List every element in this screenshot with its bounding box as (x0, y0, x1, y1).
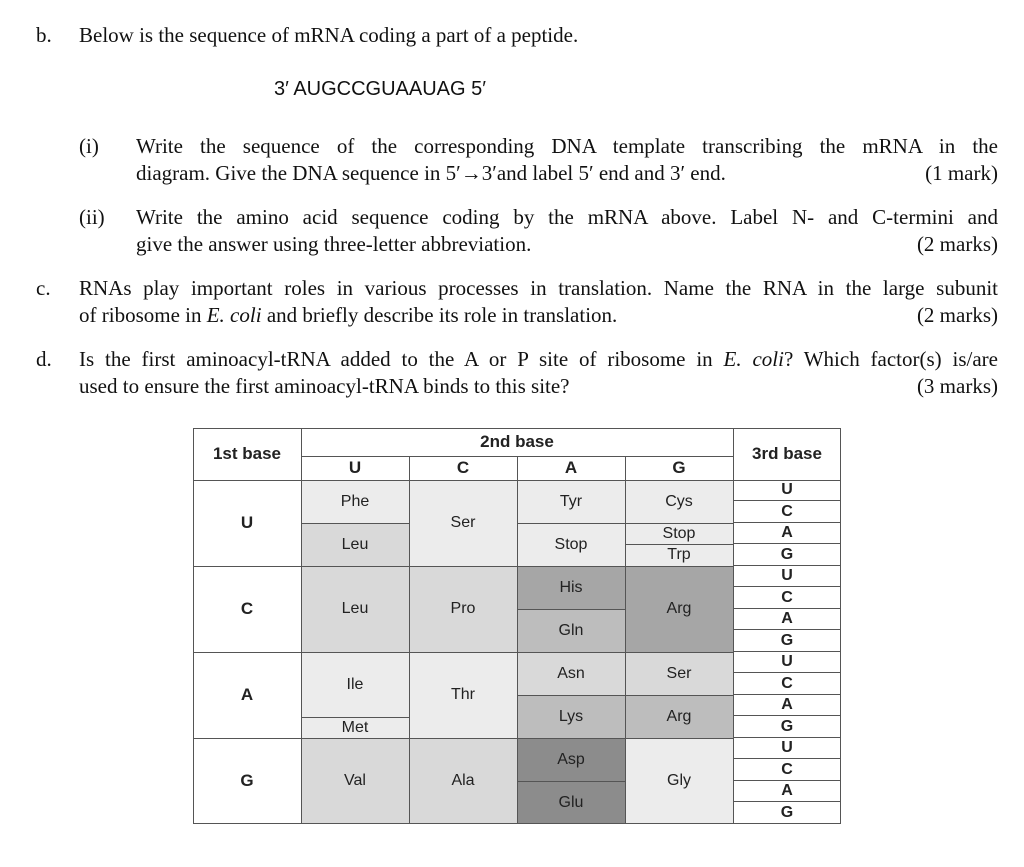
codon-lys: Lys (517, 695, 625, 738)
part-c-marks: (2 marks) (916, 303, 998, 327)
table-border-top (193, 428, 841, 429)
third-base-g: G (733, 630, 841, 652)
codon-arg-c: Arg (625, 566, 733, 652)
codon-met: Met (301, 717, 409, 738)
part-b-ii-line2: give the answer using three-letter abbreviation. (136, 232, 532, 256)
row-divider-3 (193, 738, 733, 739)
third-base-u: U (733, 652, 841, 673)
part-b-i-line2: diagram. Give the DNA sequence in 5′→3′and label 5′ end and 3′ end. (136, 161, 726, 185)
first-base-a: A (240, 685, 254, 704)
codon-gln: Gln (517, 609, 625, 652)
second-base-a: A (564, 458, 578, 477)
part-d-label: d. (36, 347, 52, 371)
sub-divider (517, 609, 625, 610)
codon-his: His (517, 566, 625, 609)
col-divider-1 (301, 428, 302, 824)
part-d-line1: Is the first aminoacyl-tRNA added to the A or P site of ribosome in E. coli? Which factor(s) is/are (79, 347, 998, 371)
codon-cys: Cys (625, 480, 733, 523)
sub-divider (625, 544, 733, 545)
codon-leu-c: Leu (301, 566, 409, 652)
part-d-line2: used to ensure the first aminoacyl-tRNA binds to this site? (79, 374, 570, 398)
codon-asp: Asp (517, 738, 625, 781)
col-divider-5 (733, 428, 734, 824)
part-c-line1: RNAs play important roles in various processes in translation. Name the RNA in the large subunit (79, 276, 998, 300)
first-base-g: G (240, 771, 254, 790)
codon-val: Val (301, 738, 409, 824)
first-base-u: U (240, 513, 254, 532)
sub-divider (517, 695, 733, 696)
codon-pro: Pro (409, 566, 517, 652)
part-c-line2: of ribosome in E. coli and briefly describe its role in translation. (79, 303, 618, 327)
part-b-i-marks: (1 mark) (925, 161, 998, 185)
codon-stop-ua: Stop (517, 523, 625, 566)
sub-divider (517, 523, 733, 524)
second-base-c: C (456, 458, 470, 477)
part-b-i-label: (i) (79, 134, 99, 158)
genetic-code-table (193, 428, 841, 824)
sub-divider (301, 717, 409, 718)
part-b-ii-label: (ii) (79, 205, 105, 229)
third-base-u: U (733, 480, 841, 501)
third-base-a: A (733, 523, 841, 544)
third-base-c: C (733, 587, 841, 609)
codon-ser-u: Ser (409, 480, 517, 566)
codon-arg-a: Arg (625, 695, 733, 738)
row-divider-2 (193, 652, 733, 653)
col-divider-3 (517, 456, 518, 824)
third-base-c: C (733, 759, 841, 781)
third-base-a: A (733, 781, 841, 802)
part-b-label: b. (36, 23, 52, 47)
codon-ala: Ala (409, 738, 517, 824)
third-base-g: G (733, 544, 841, 566)
part-d-marks: (3 marks) (916, 374, 998, 398)
codon-stop-ug: Stop (625, 523, 733, 544)
codon-trp: Trp (625, 544, 733, 566)
part-c-label: c. (36, 276, 51, 300)
part-b-i-line1: Write the sequence of the corresponding DNA template transcribing the mRNA in the (136, 134, 998, 158)
third-base-a: A (733, 695, 841, 716)
codon-ser-a: Ser (625, 652, 733, 695)
first-base-header: 1st base (212, 444, 282, 463)
second-base-g: G (672, 458, 686, 477)
codon-ile: Ile (301, 652, 409, 717)
third-base-g: G (733, 716, 841, 738)
sub-divider (301, 523, 409, 524)
table-border-right (840, 428, 841, 824)
row-divider-1 (193, 566, 733, 567)
codon-phe: Phe (301, 480, 409, 523)
part-b-ii-marks: (2 marks) (916, 232, 998, 256)
mrna-sequence: 3′ AUGCCGUAAUAG 5′ (274, 78, 487, 100)
codon-asn: Asn (517, 652, 625, 695)
third-base-a: A (733, 609, 841, 630)
part-b-intro: Below is the sequence of mRNA coding a part of a peptide. (79, 23, 579, 47)
third-base-header: 3rd base (752, 444, 822, 463)
col-divider-2 (409, 456, 410, 824)
third-base-u: U (733, 738, 841, 759)
table-border-left (193, 428, 194, 824)
sub-divider (517, 781, 625, 782)
first-base-c: C (240, 599, 254, 618)
part-b-ii-line1: Write the amino acid sequence coding by the mRNA above. Label N- and C-termini and (136, 205, 998, 229)
third-base-c: C (733, 501, 841, 523)
third-base-u: U (733, 566, 841, 587)
codon-tyr: Tyr (517, 480, 625, 523)
codon-glu: Glu (517, 781, 625, 824)
second-base-header: 2nd base (480, 432, 554, 451)
codon-gly: Gly (625, 738, 733, 824)
third-base-g: G (780, 804, 794, 821)
codon-leu-u: Leu (301, 523, 409, 566)
col-divider-4 (625, 456, 626, 824)
codon-thr: Thr (409, 652, 517, 738)
third-base-c: C (733, 673, 841, 695)
second-base-u: U (348, 458, 362, 477)
